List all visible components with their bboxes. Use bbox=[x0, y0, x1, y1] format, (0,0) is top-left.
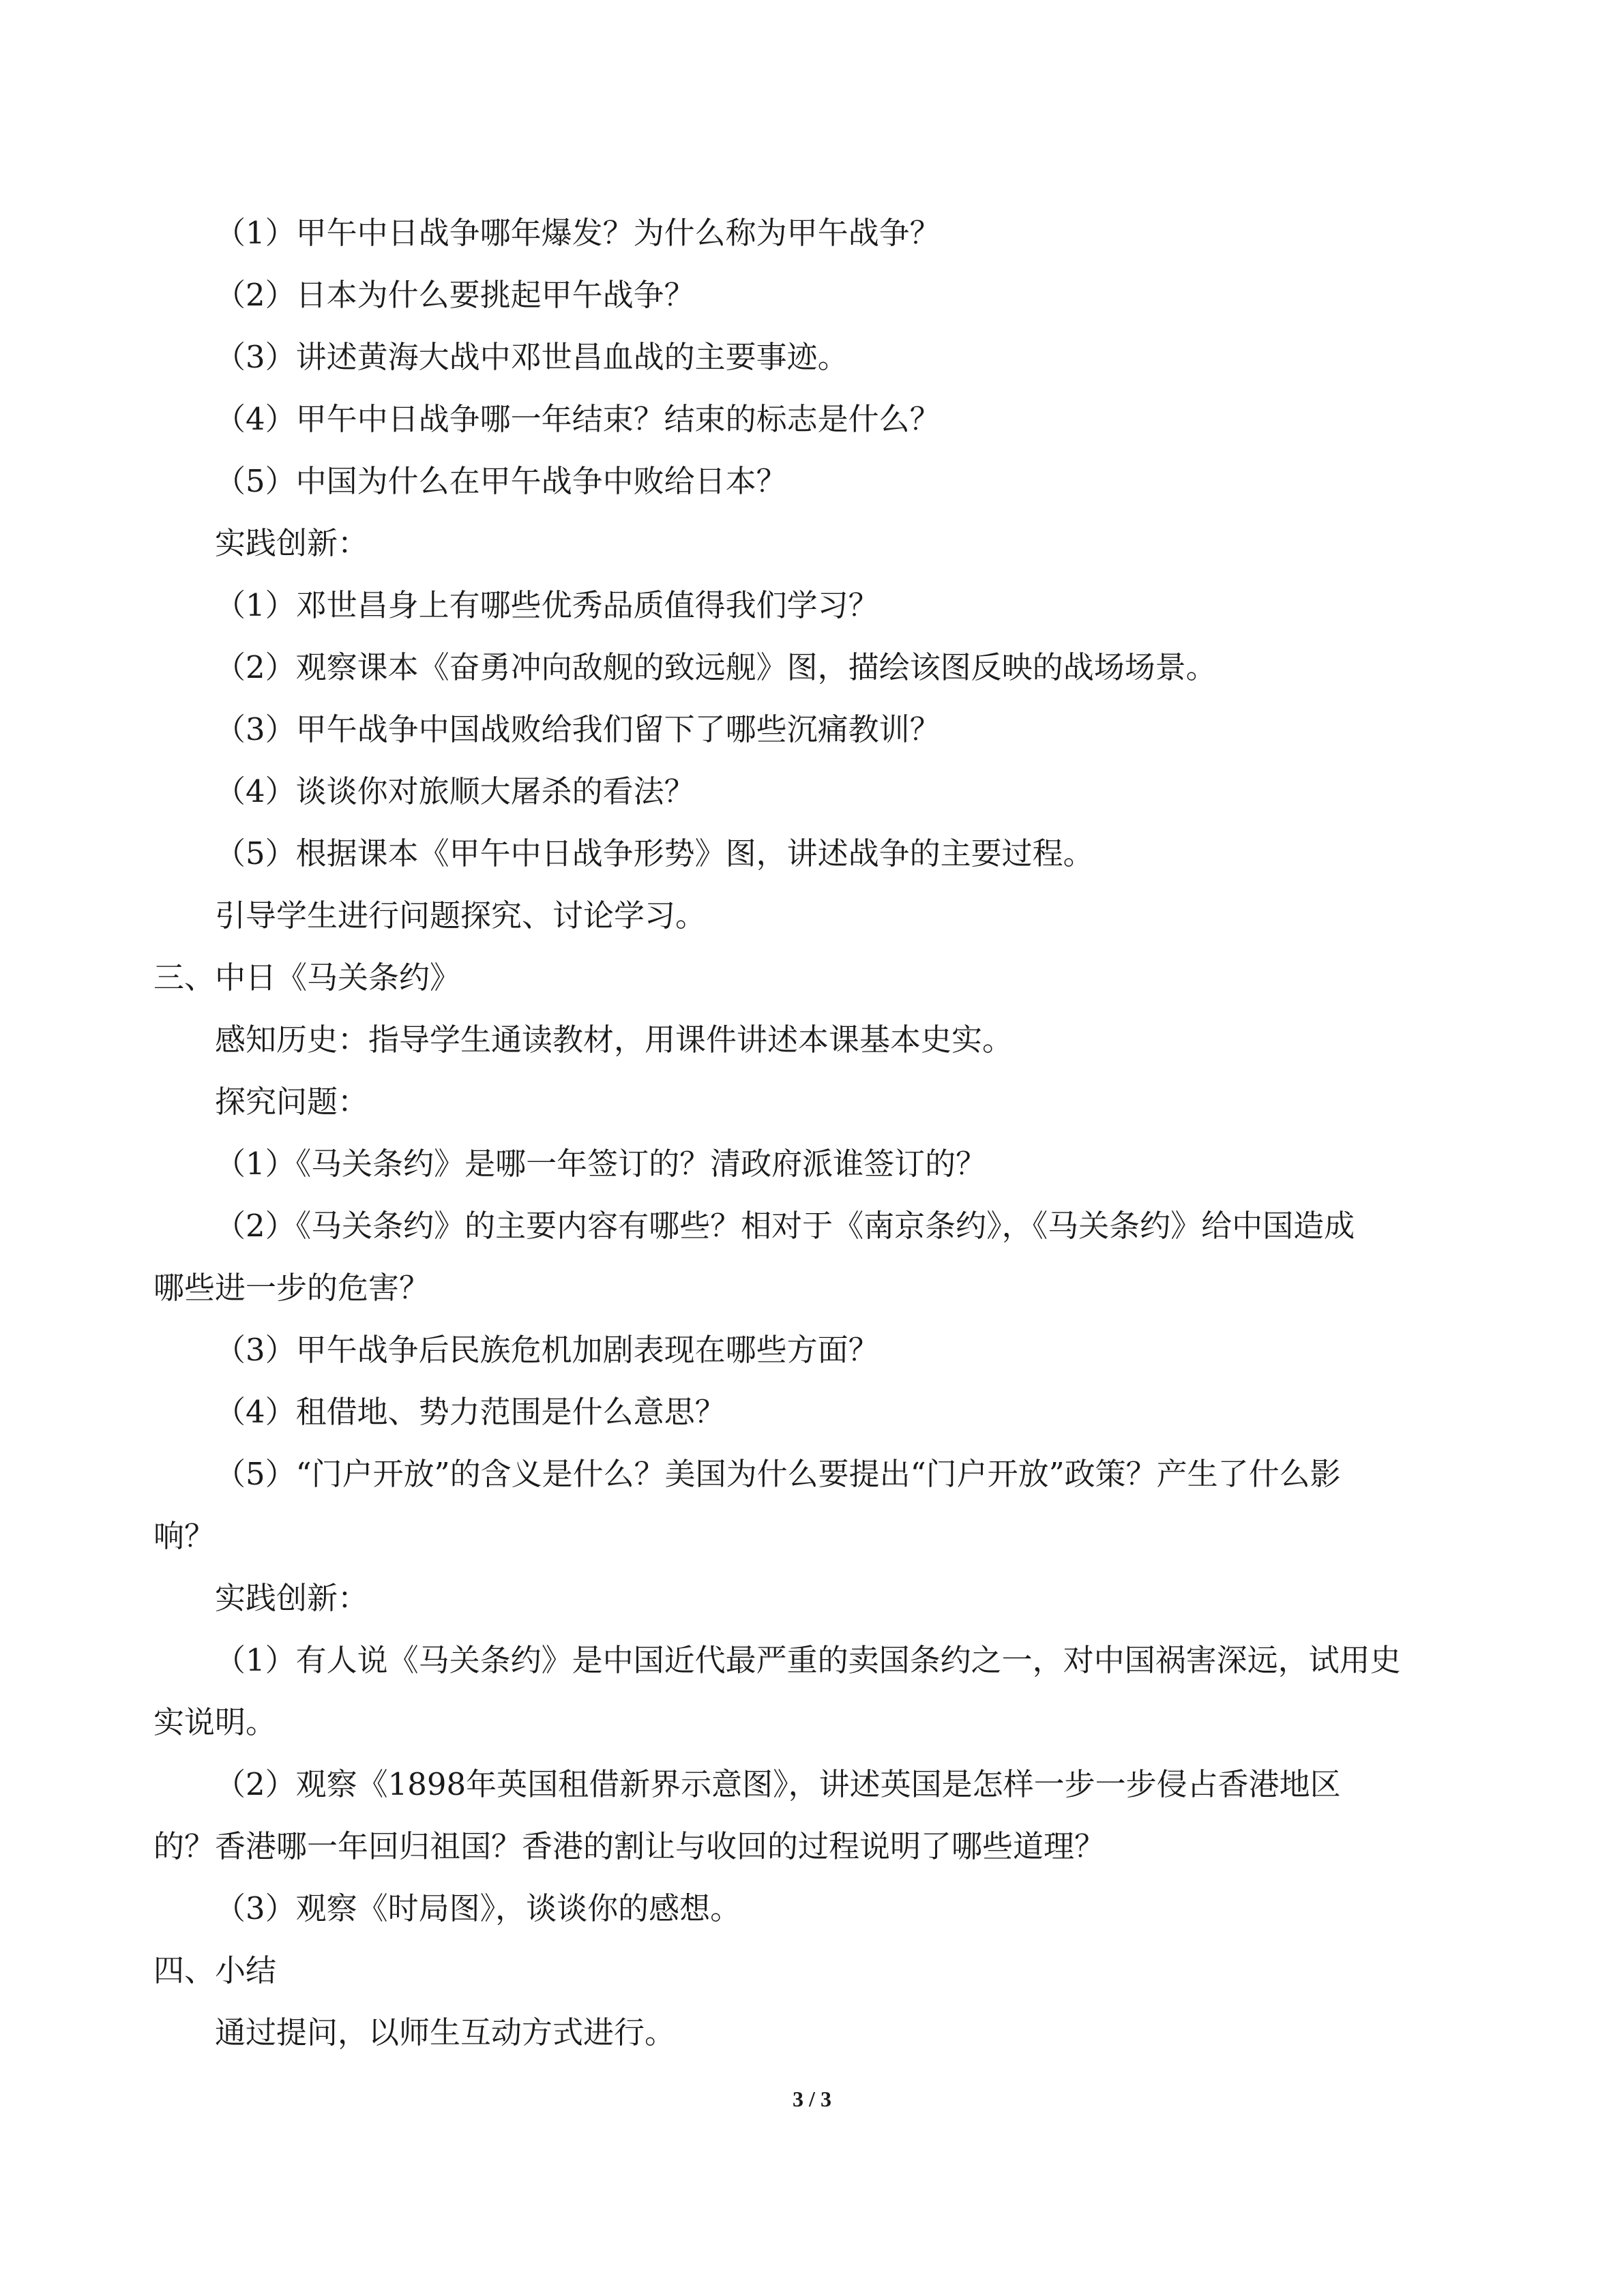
practice-3: （3）甲午战争中国战败给我们留下了哪些沉痛教训？ bbox=[215, 711, 941, 747]
explore-2-line2: 哪些进一步的危害？ bbox=[153, 1270, 430, 1306]
explore-5-line2: 响？ bbox=[153, 1518, 216, 1554]
practice-5: （5）根据课本《甲午中日战争形势》图，讲述战争的主要过程。 bbox=[215, 835, 1094, 871]
question-2: （2）日本为什么要挑起甲午战争？ bbox=[215, 277, 695, 313]
label-practice-2: 实践创新： bbox=[215, 1580, 369, 1616]
label-explore: 探究问题： bbox=[215, 1084, 369, 1120]
question-1: （1）甲午中日战争哪年爆发？为什么称为甲午战争？ bbox=[215, 215, 941, 251]
practice2-1-line1: （1）有人说《马关条约》是中国近代最严重的卖国条约之一，对中国祸害深远，试用史 bbox=[215, 1642, 1401, 1678]
question-3: （3）讲述黄海大战中邓世昌血战的主要事迹。 bbox=[215, 339, 848, 375]
practice-1: （1）邓世昌身上有哪些优秀品质值得我们学习？ bbox=[215, 587, 879, 623]
practice2-3: （3）观察《时局图》，谈谈你的感想。 bbox=[215, 1890, 741, 1926]
section-heading-4: 四、小结 bbox=[153, 1952, 277, 1988]
document-body bbox=[153, 202, 1480, 2063]
explore-4: （4）租借地、势力范围是什么意思？ bbox=[215, 1394, 726, 1430]
question-4: （4）甲午中日战争哪一年结束？结束的标志是什么？ bbox=[215, 401, 941, 437]
practice-4: （4）谈谈你对旅顺大屠杀的看法？ bbox=[215, 773, 695, 809]
explore-5-line1: （5）“门户开放”的含义是什么？美国为什么要提出“门户开放”政策？产生了什么影 bbox=[215, 1456, 1341, 1492]
practice2-2-line2: 的？香港哪一年回归祖国？香港的割让与收回的过程说明了哪些道理？ bbox=[153, 1828, 1106, 1864]
question-5: （5）中国为什么在甲午战争中败给日本？ bbox=[215, 463, 787, 499]
perceive-history: 感知历史：指导学生通读教材，用课件讲述本课基本史实。 bbox=[215, 1022, 1014, 1058]
practice-2: （2）观察课本《奋勇冲向敌舰的致远舰》图，描绘该图反映的战场场景。 bbox=[215, 649, 1217, 685]
explore-2-line1: （2）《马关条约》的主要内容有哪些？相对于《南京条约》，《马关条约》给中国造成 bbox=[215, 1208, 1355, 1244]
practice2-1-line2: 实说明。 bbox=[153, 1704, 277, 1740]
section-heading-3: 三、中日《马关条约》 bbox=[153, 959, 461, 996]
summary-text: 通过提问，以师生互动方式进行。 bbox=[215, 2014, 676, 2051]
explore-1: （1）《马关条约》是哪一年签订的？清政府派谁签订的？ bbox=[215, 1146, 987, 1182]
practice2-2-line1: （2）观察《1898年英国租借新界示意图》，讲述英国是怎样一步一步侵占香港地区 bbox=[215, 1766, 1341, 1802]
page-number: 3 / 3 bbox=[793, 2087, 831, 2111]
explore-3: （3）甲午战争后民族危机加剧表现在哪些方面？ bbox=[215, 1332, 879, 1368]
label-practice: 实践创新： bbox=[215, 525, 369, 561]
guide-text: 引导学生进行问题探究、讨论学习。 bbox=[215, 897, 707, 934]
